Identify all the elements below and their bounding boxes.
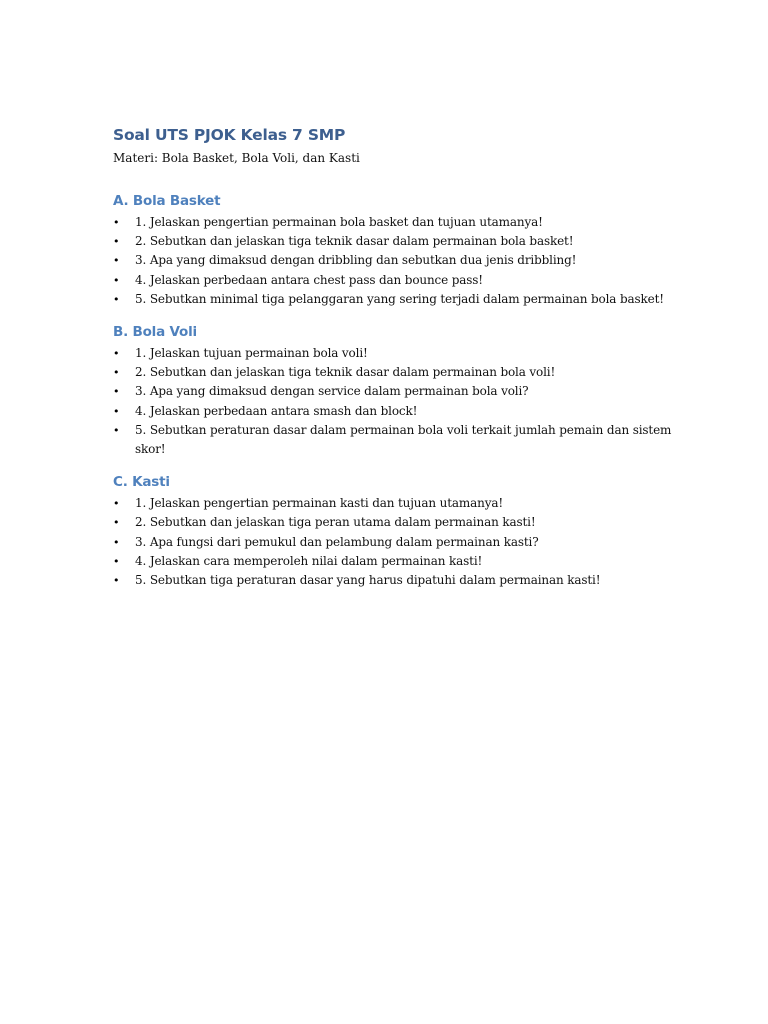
question-text: 4. Jelaskan perbedaan antara smash dan block! [135, 403, 418, 418]
question-item [113, 363, 673, 382]
question-item [113, 421, 673, 459]
question-item [113, 271, 673, 290]
bullet-icon: • [113, 235, 120, 249]
section-heading: B. Bola Voli [113, 324, 197, 341]
bullet-icon: • [113, 574, 120, 588]
question-list [113, 213, 673, 309]
question-item [113, 513, 673, 532]
bullet-icon: • [113, 216, 120, 229]
bullet-icon: • [113, 273, 120, 287]
question-text: 5. Sebutkan peraturan dasar dalam permainan bola voli terkait jumlah pemain dan sistem skor! [135, 422, 672, 457]
question-text: 5. Sebutkan minimal tiga pelanggaran yang sering terjadi dalam permainan bola basket! [135, 291, 664, 306]
question-item [113, 382, 673, 401]
section-bola-voli [113, 322, 673, 459]
bullet-icon: • [113, 292, 120, 306]
document-title: Soal UTS PJOK Kelas 7 SMP [113, 126, 346, 144]
question-item [113, 213, 673, 232]
bullet-icon: • [113, 516, 120, 530]
question-item [113, 552, 673, 571]
section-kasti [113, 472, 673, 590]
question-item [113, 571, 673, 590]
bullet-icon: • [113, 535, 120, 549]
bullet-icon: • [113, 366, 120, 380]
question-text: 1. Jelaskan tujuan permainan bola voli! [135, 346, 368, 361]
section-heading: A. Bola Basket [113, 193, 221, 209]
question-text: 3. Apa fungsi dari pemukul dan pelambung dalam permainan kasti? [135, 534, 539, 549]
question-item [113, 290, 673, 309]
question-list [113, 344, 673, 459]
bullet-icon: • [113, 423, 120, 437]
question-text: 5. Sebutkan tiga peraturan dasar yang harus dipatuhi dalam permainan kasti! [135, 573, 601, 588]
question-item [113, 533, 673, 552]
question-item [113, 494, 673, 513]
question-item [113, 251, 673, 270]
question-text: 2. Sebutkan dan jelaskan tiga peran utama dalam permainan kasti! [135, 515, 536, 530]
section-bola-basket [113, 191, 673, 309]
question-text: 2. Sebutkan dan jelaskan tiga teknik dasar dalam permainan bola basket! [135, 234, 574, 249]
question-text: 4. Jelaskan cara memperoleh nilai dalam permainan kasti! [135, 553, 483, 568]
question-list [113, 494, 673, 590]
question-text: 3. Apa yang dimaksud dengan dribbling dan sebutkan dua jenis dribbling! [135, 253, 577, 268]
bullet-icon: • [113, 554, 120, 568]
bullet-icon: • [113, 347, 120, 361]
bullet-icon: • [113, 404, 120, 418]
question-text: 4. Jelaskan perbedaan antara chest pass dan bounce pass! [135, 272, 483, 287]
question-text: 1. Jelaskan pengertian permainan bola basket dan tujuan utamanya! [135, 215, 543, 229]
question-text: 3. Apa yang dimaksud dengan service dalam permainan bola voli? [135, 384, 529, 399]
question-text: 2. Sebutkan dan jelaskan tiga teknik dasar dalam permainan bola voli! [135, 365, 556, 380]
question-text: 1. Jelaskan pengertian permainan kasti dan tujuan utamanya! [135, 496, 504, 511]
bullet-icon: • [113, 385, 120, 399]
bullet-icon: • [113, 254, 120, 268]
document-body [113, 124, 673, 590]
bullet-icon: • [113, 497, 120, 511]
question-item [113, 344, 673, 363]
question-item [113, 232, 673, 251]
section-heading: C. Kasti [113, 474, 170, 491]
document-subtitle: Materi: Bola Basket, Bola Voli, dan Kasti [113, 151, 360, 165]
question-item [113, 402, 673, 421]
